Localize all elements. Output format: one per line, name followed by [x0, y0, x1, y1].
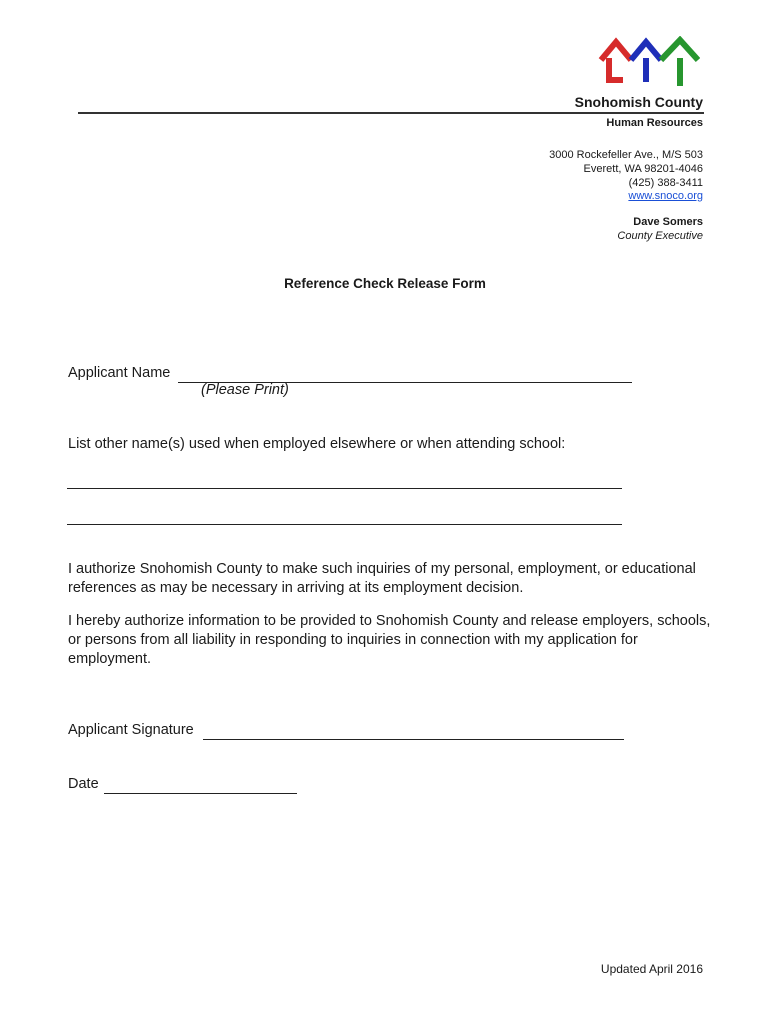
applicant-name-hint: (Please Print): [201, 382, 289, 398]
form-title: Reference Check Release Form: [284, 276, 486, 291]
other-names-label: List other name(s) used when employed elsewhere or when attending school:: [68, 436, 566, 452]
organization-name: Snohomish County: [574, 94, 703, 110]
date-field[interactable]: [104, 775, 297, 794]
logo-green-arrow: [661, 40, 698, 86]
executive-title: County Executive: [617, 230, 703, 242]
header-divider: [78, 112, 704, 114]
logo-red-arrow: [601, 42, 631, 80]
logo-blue-arrow: [631, 42, 661, 82]
phone-number: (425) 388-3411: [628, 177, 703, 189]
address-line-1: 3000 Rockefeller Ave., M/S 503: [549, 149, 703, 161]
updated-date: Updated April 2016: [600, 962, 703, 976]
department-name: Human Resources: [606, 117, 703, 129]
authorization-paragraph-1: I authorize Snohomish County to make such inquiries of my personal, employment, or educational references as may be necessary in arriving at its employment decision.: [68, 561, 696, 596]
applicant-name-field[interactable]: [178, 364, 632, 383]
authorization-paragraph-2: I hereby authorize information to be provided to Snohomish County and release employers, schools, or persons from all liability in responding to inquiries in connection with my application for employment.: [68, 613, 711, 667]
other-names-field-1[interactable]: [67, 470, 622, 489]
website-link[interactable]: www.snoco.org: [628, 190, 703, 202]
applicant-name-label: Applicant Name: [68, 365, 171, 381]
address-line-2: Everett, WA 98201-4046: [583, 163, 703, 175]
executive-name: Dave Somers: [633, 216, 703, 228]
other-names-field-2[interactable]: [67, 506, 622, 525]
date-label: Date: [68, 776, 99, 792]
signature-field[interactable]: [203, 721, 624, 740]
county-logo: [598, 36, 700, 88]
signature-label: Applicant Signature: [68, 722, 194, 738]
